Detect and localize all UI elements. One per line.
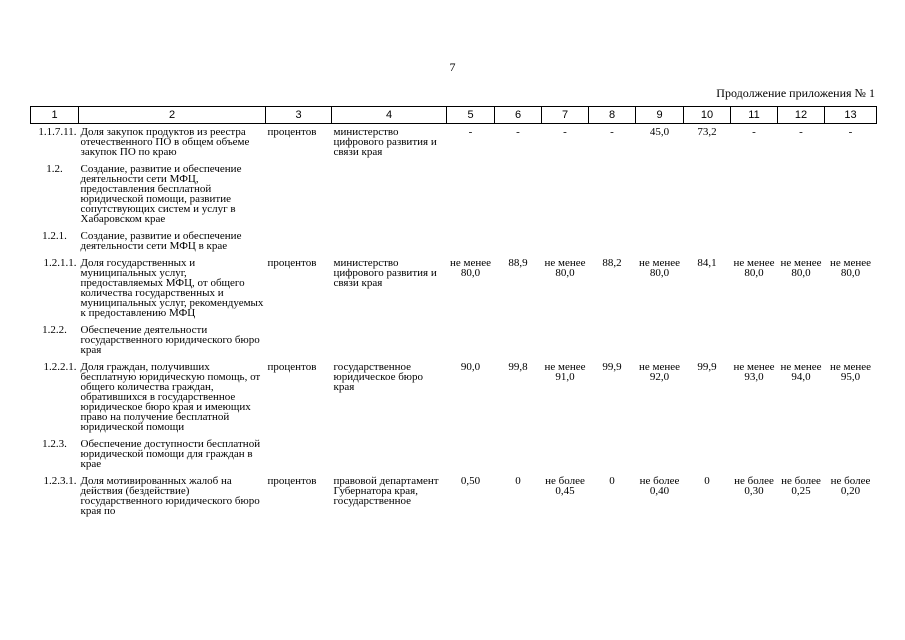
row-responsible: министерство цифрового развития и связи края [333,257,437,289]
row-code: 1.2. [46,163,63,175]
row-value-7 [542,161,589,228]
row-value-6 [495,228,542,255]
row-unit: процентов [267,257,317,269]
col-header: 12 [778,107,825,124]
row-value-9 [636,161,684,228]
row-unit: процентов [267,361,317,373]
table-row [31,359,877,436]
row-value-9 [636,436,684,473]
row-value-12: - [799,126,803,138]
row-value-7: не менее 80,0 [544,257,586,279]
row-unit: процентов [267,475,317,487]
row-responsible [332,436,447,473]
row-value-8 [589,161,636,228]
row-value-13: - [848,126,853,138]
row-value-6: 88,9 [508,257,528,269]
row-unit [266,228,332,255]
row-code: 1.2.1.1. [43,257,77,269]
col-header: 2 [79,107,266,124]
row-value-11 [731,161,778,228]
row-value-12 [778,228,825,255]
row-value-7 [542,322,589,359]
row-value-11 [731,322,778,359]
table-row [31,161,877,228]
col-header: 5 [447,107,495,124]
row-name: Доля государственных и муниципальных услуг, предоставляемых МФЦ, от общего количества государственных и муниципальных услуг, рекомендуемых к предоставлению МФЦ [80,257,264,319]
row-value-6: 0 [515,475,521,487]
row-name: Доля мотивированных жалоб на действия (бездействие) государственного юридического бюро края по [80,475,260,517]
row-value-13 [825,161,877,228]
row-value-11: не менее 93,0 [733,361,775,383]
table-row [31,228,877,255]
row-value-5: 0,50 [460,475,481,487]
row-value-11 [731,228,778,255]
row-value-9: не более 0,40 [639,475,680,497]
row-value-8 [589,322,636,359]
row-value-9: не менее 80,0 [638,257,680,279]
row-value-11: - [752,126,756,138]
row-value-5 [447,436,495,473]
row-value-5 [447,161,495,228]
row-value-5 [447,228,495,255]
row-unit [266,436,332,473]
row-value-12: не более 0,25 [781,475,821,497]
row-value-13 [825,228,877,255]
row-code: 1.2.2. [42,324,67,336]
row-value-13: не менее 95,0 [829,361,871,383]
col-header: 6 [495,107,542,124]
table-row [31,436,877,473]
col-header: 7 [542,107,589,124]
col-header: 1 [31,107,79,124]
row-value-12 [778,436,825,473]
col-header: 10 [684,107,731,124]
row-value-12 [778,161,825,228]
row-value-5: не менее 80,0 [449,257,491,279]
row-responsible [332,228,447,255]
row-code: 1.2.2.1. [43,361,77,373]
row-value-5: - [468,126,473,138]
row-value-11: не более 0,30 [734,475,774,497]
row-value-9 [636,228,684,255]
row-value-13: не более 0,20 [830,475,871,497]
row-responsible: правовой департамент Губернатора края, государственное [333,475,439,507]
row-value-6 [495,322,542,359]
row-value-12 [778,322,825,359]
col-header: 11 [731,107,778,124]
row-name: Обеспечение деятельности государственного юридического бюро края [80,324,260,356]
row-value-10: 84,1 [697,257,717,269]
row-value-5: 90,0 [460,361,481,373]
continuation-note: Продолжение приложения № 1 [716,86,875,100]
col-header: 9 [636,107,684,124]
col-header: 4 [332,107,447,124]
row-responsible: министерство цифрового развития и связи края [333,126,437,158]
indicators-table [30,106,877,520]
row-value-7: - [563,126,567,138]
row-responsible [332,161,447,228]
row-value-10 [684,228,731,255]
row-value-11 [731,436,778,473]
row-responsible [332,322,447,359]
row-value-10: 0 [704,475,710,487]
row-value-9: 45,0 [649,126,670,138]
row-unit [266,322,332,359]
row-value-13 [825,436,877,473]
row-value-7: не более 0,45 [545,475,585,497]
row-unit [266,161,332,228]
row-value-10: 73,2 [697,126,717,138]
row-value-12: не менее 94,0 [780,361,822,383]
row-value-10 [684,436,731,473]
col-header: 8 [589,107,636,124]
row-value-10 [684,161,731,228]
page-number: 7 [449,60,456,74]
row-code: 1.1.7.11. [38,126,77,138]
col-header: 13 [825,107,877,124]
row-value-7 [542,228,589,255]
row-value-8: 99,9 [602,361,622,373]
row-name: Создание, развитие и обеспечение деятельности сети МФЦ, предоставления бесплатной юридической помощи, развитие сопутствующих систем и услуг в Хабаровском крае [80,163,242,225]
row-value-10: 99,9 [697,361,717,373]
row-value-8: 0 [609,475,615,487]
row-value-9 [636,322,684,359]
row-responsible: государственное юридическое бюро края [333,361,424,393]
row-name: Создание, развитие и обеспечение деятельности сети МФЦ в крае [80,230,242,252]
row-value-12: не менее 80,0 [780,257,822,279]
row-value-9: не менее 92,0 [638,361,680,383]
row-code: 1.2.1. [42,230,67,242]
row-value-13: не менее 80,0 [829,257,871,279]
row-unit: процентов [267,126,317,138]
row-value-11: не менее 80,0 [733,257,775,279]
row-value-13 [825,322,877,359]
col-header: 3 [266,107,332,124]
row-value-8 [589,228,636,255]
row-name: Доля граждан, получивших бесплатную юридическую помощь, от общего количества граждан, обратившихся в государственное юридическое бюро края и имеющих право на получение бесплатной юридической помощи [80,361,261,433]
row-value-5 [447,322,495,359]
row-value-6 [495,436,542,473]
table-row [31,124,877,162]
row-value-6 [495,161,542,228]
row-value-6: 99,8 [508,361,528,373]
row-value-7: не менее 91,0 [544,361,586,383]
row-name: Доля закупок продуктов из реестра отечественного ПО в общем объеме закупок ПО по краю [80,126,250,158]
row-value-8: - [610,126,614,138]
row-value-8 [589,436,636,473]
table-row [31,473,877,520]
row-value-10 [684,322,731,359]
row-value-7 [542,436,589,473]
row-name: Обеспечение доступности бесплатной юридической помощи для граждан в крае [80,438,261,470]
header-row [31,107,877,124]
row-code: 1.2.3.1. [43,475,77,487]
table-row [31,255,877,322]
table-row [31,322,877,359]
row-value-8: 88,2 [602,257,622,269]
row-code: 1.2.3. [42,438,67,450]
row-value-6: - [516,126,520,138]
